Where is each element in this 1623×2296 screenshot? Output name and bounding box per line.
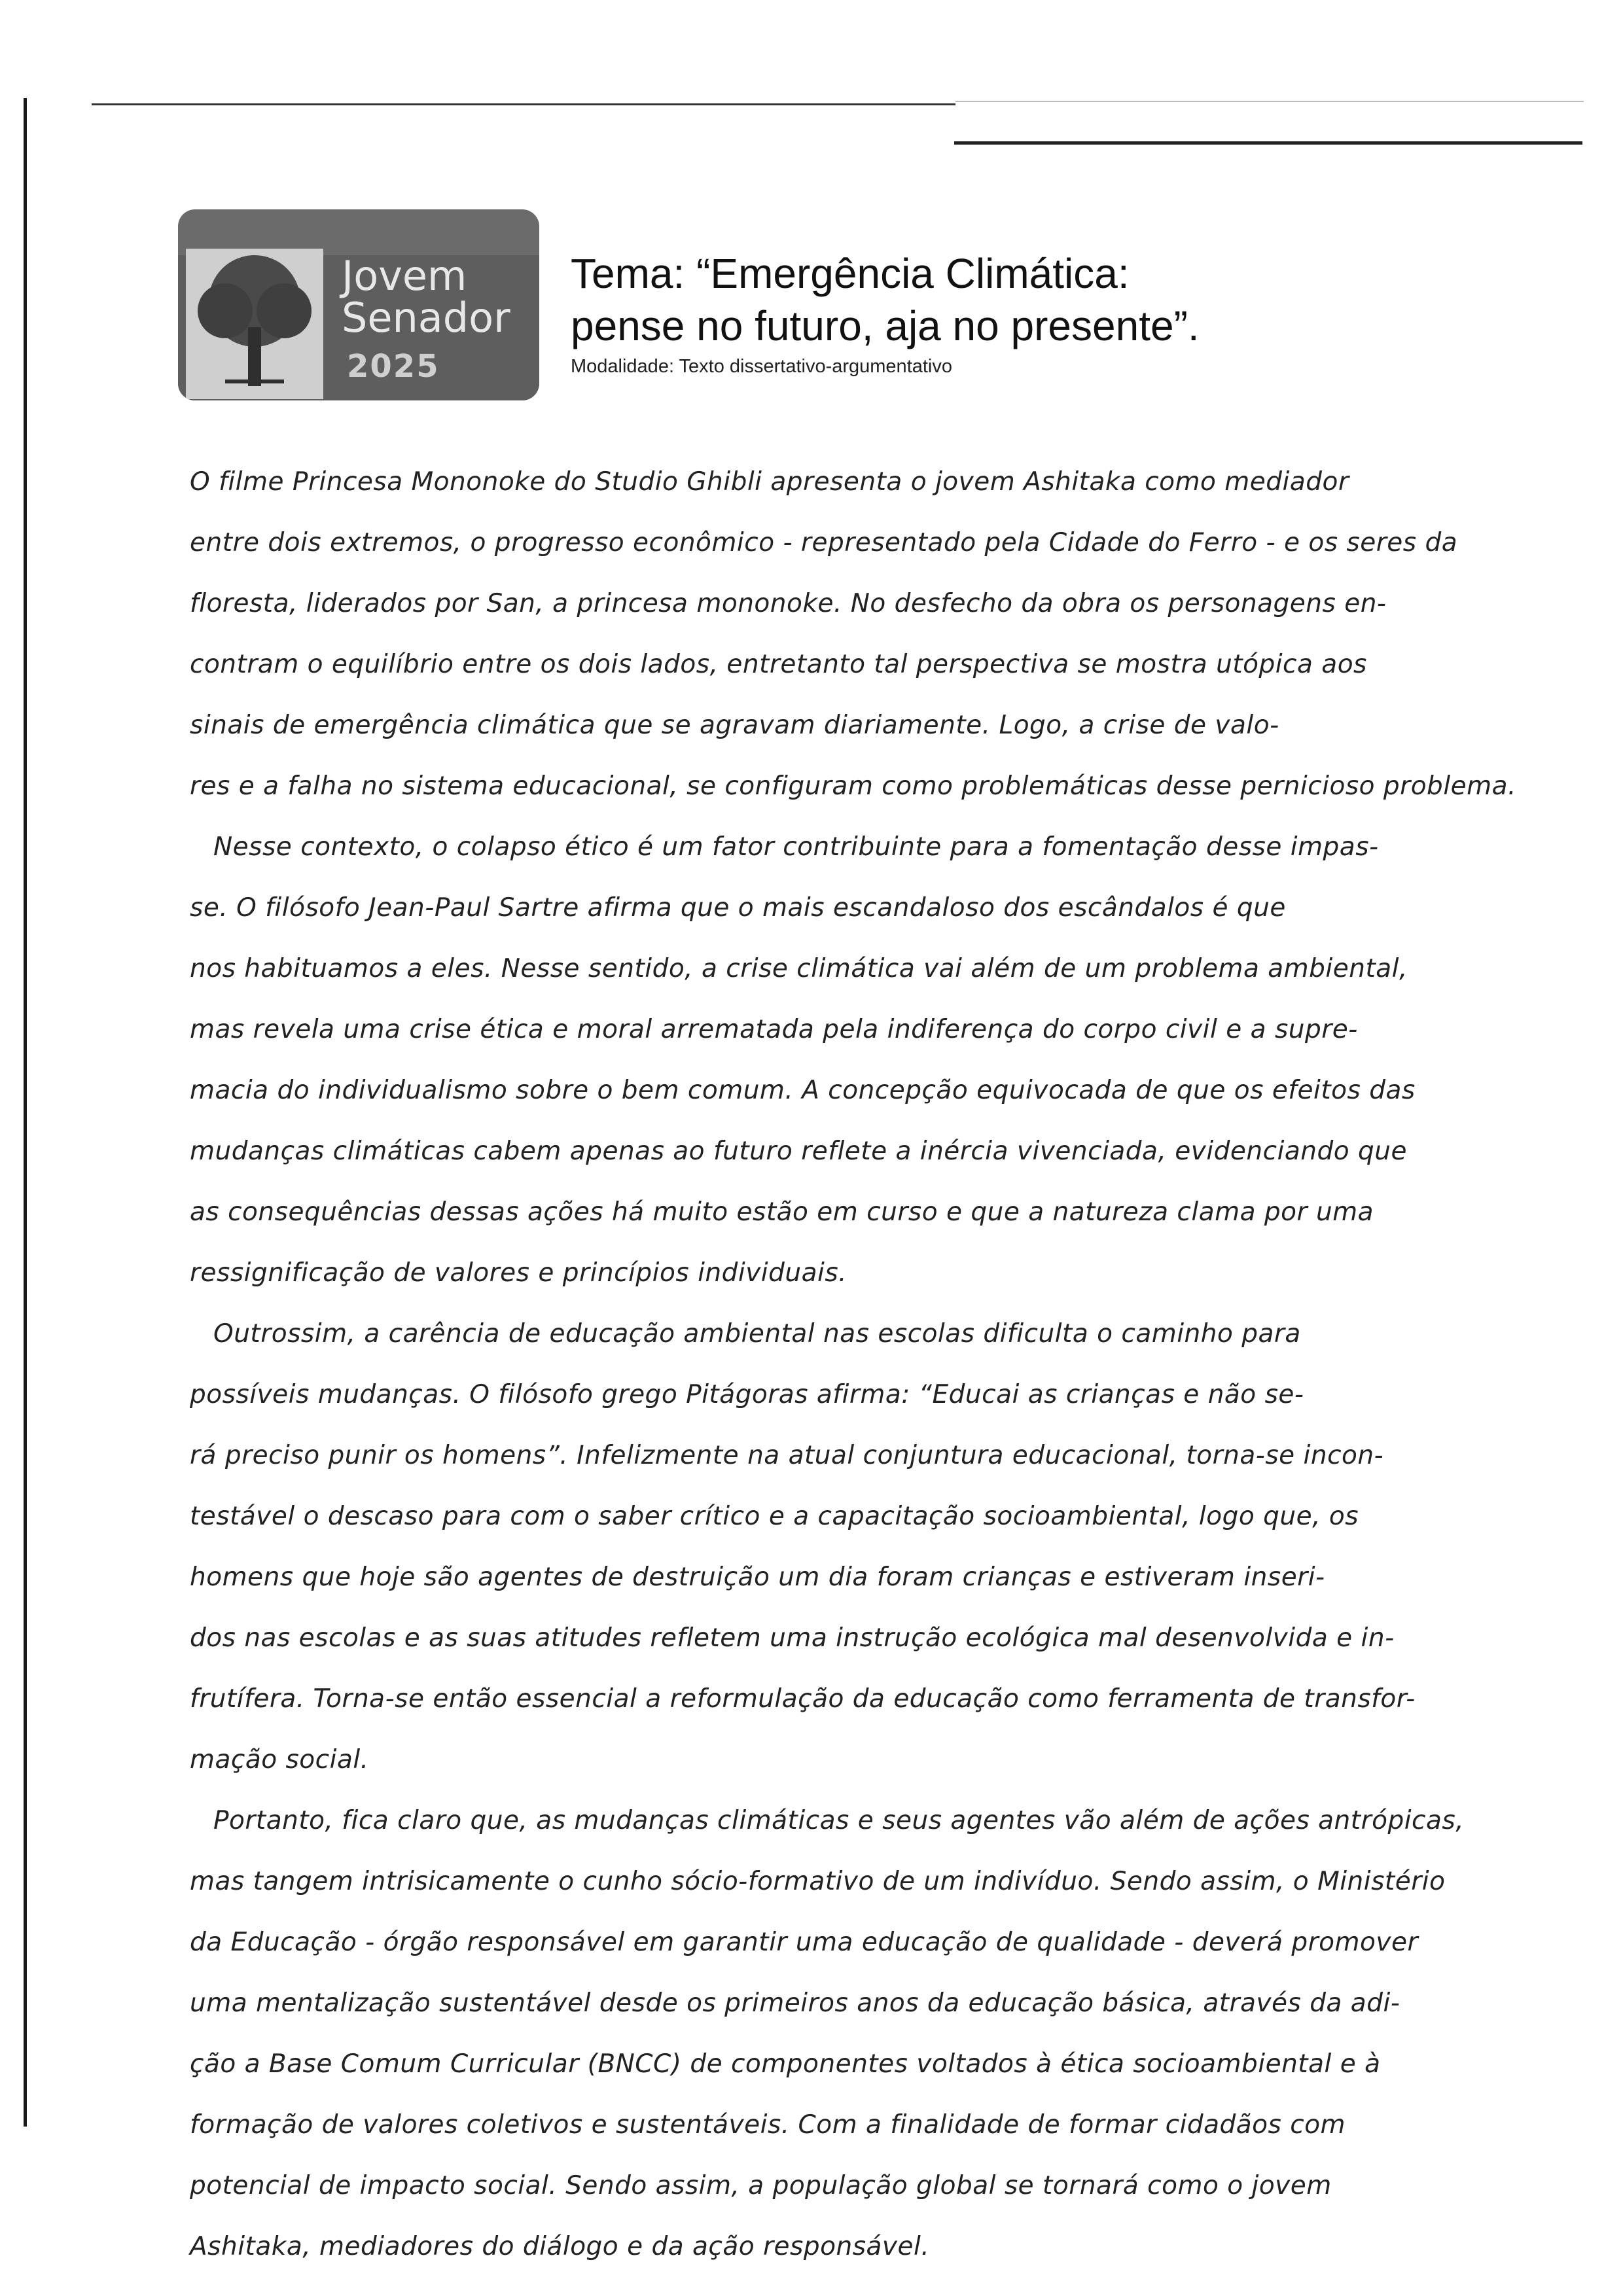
essay-line: frutífera. Torna-se então essencial a reformulação da educação como ferramenta de transfor- <box>190 1684 1416 1714</box>
scan-edge-top <box>92 103 955 105</box>
essay-line: mas tangem intrisicamente o cunho sócio-formativo de um indivíduo. Sendo assim, o Ministério <box>190 1867 1446 1896</box>
essay-line: uma mentalização sustentável desde os primeiros anos da educação básica, através da adi- <box>190 1988 1400 2018</box>
essay-line: formação de valores coletivos e sustentáveis. Com a finalidade de formar cidadãos com <box>190 2110 1346 2140</box>
logo-year: 2025 <box>347 348 440 385</box>
essay-line: possíveis mudanças. O filósofo grego Pitágoras afirma: “Educai as crianças e não se- <box>190 1380 1304 1409</box>
essay-modality: Modalidade: Texto dissertativo-argumentativo <box>571 356 953 377</box>
scan-edge-top-faint <box>955 101 1584 102</box>
essay-line: dos nas escolas e as suas atitudes refletem uma instrução ecológica mal desenvolvida e in- <box>190 1623 1395 1653</box>
essay-line: res e a falha no sistema educacional, se configuram como problemáticas desse pernicioso problema. <box>190 771 1516 801</box>
scan-rule-right <box>954 141 1582 145</box>
essay-line: entre dois extremos, o progresso econômico - representado pela Cidade do Ferro - e os seres da <box>190 528 1458 557</box>
essay-line: Portanto, fica claro que, as mudanças climáticas e seus agentes vão além de ações antrópicas, <box>213 1806 1465 1835</box>
essay-line: mas revela uma crise ética e moral arrematada pela indiferença do corpo civil e a supre- <box>190 1015 1358 1044</box>
essay-line: Outrossim, a carência de educação ambiental nas escolas dificulta o caminho para <box>213 1319 1301 1349</box>
essay-line: sinais de emergência climática que se agravam diariamente. Logo, a crise de valo- <box>190 711 1279 740</box>
essay-line: Ashitaka, mediadores do diálogo e da ação responsável. <box>190 2232 930 2261</box>
logo-title: Jovem Senador <box>342 252 510 342</box>
essay-line: rá preciso punir os homens”. Infelizmente na atual conjuntura educacional, torna-se incon- <box>190 1441 1384 1470</box>
handwritten-essay <box>190 451 1516 2277</box>
essay-line: ção a Base Comum Curricular (BNCC) de componentes voltados à ética socioambiental e à <box>190 2049 1381 2079</box>
essay-line: mação social. <box>190 1745 369 1775</box>
essay-line: se. O filósofo Jean-Paul Sartre afirma que o mais escandaloso dos escândalos é que <box>190 893 1286 923</box>
essay-line: O filme Princesa Mononoke do Studio Ghibli apresenta o jovem Ashitaka como mediador <box>190 467 1349 497</box>
essay-theme: Tema: “Emergência Climática: pense no futuro, aja no presente”. <box>571 250 1200 349</box>
essay-line: floresta, liderados por San, a princesa mononoke. No desfecho da obra os personagens en- <box>190 589 1387 618</box>
essay-line: da Educação - órgão responsável em garantir uma educação de qualidade - deverá promover <box>190 1928 1418 1957</box>
essay-line: mudanças climáticas cabem apenas ao futuro reflete a inércia vivenciada, evidenciando que <box>190 1137 1407 1166</box>
tree-icon <box>186 249 323 399</box>
essay-line: potencial de impacto social. Sendo assim, a população global se tornará como o jovem <box>190 2171 1332 2200</box>
essay-line: as consequências dessas ações há muito estão em curso e que a natureza clama por uma <box>190 1197 1374 1227</box>
essay-line: nos habituamos a eles. Nesse sentido, a crise climática vai além de um problema ambiental, <box>190 954 1408 983</box>
essay-line: Nesse contexto, o colapso ético é um fator contribuinte para a fomentação desse impas- <box>213 832 1379 862</box>
essay-line: macia do individualismo sobre o bem comum. A concepção equivocada de que os efeitos das <box>190 1076 1416 1105</box>
essay-line: contram o equilíbrio entre os dois lados, entretanto tal perspectiva se mostra utópica aos <box>190 650 1367 679</box>
essay-line: ressignificação de valores e princípios individuais. <box>190 1258 847 1288</box>
essay-line: testável o descaso para com o saber crítico e a capacitação socioambiental, logo que, os <box>190 1502 1359 1531</box>
essay-line: homens que hoje são agentes de destruição um dia foram crianças e estiveram inseri- <box>190 1563 1325 1592</box>
jovem-senador-logo <box>178 209 539 400</box>
scan-edge-left <box>24 98 27 2127</box>
